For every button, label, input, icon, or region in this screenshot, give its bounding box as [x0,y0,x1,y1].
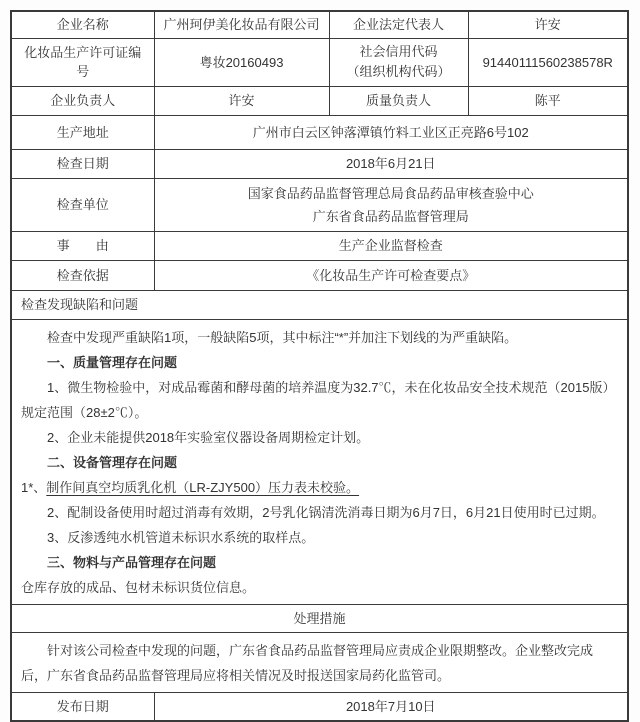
principal-label: 企业负责人 [11,86,154,115]
credit-code-label-line1: 社会信用代码 [359,44,438,59]
findings-intro: 检查中发现严重缺陷1项，一般缺陷5项，其中标注“*”并加注下划线的为严重缺陷。 [47,329,518,345]
credit-code-label [329,38,468,86]
measures-section-title: 处理措施 [11,604,628,632]
row-findings-header [11,290,628,319]
row-measures-header [11,604,628,632]
findings-cat1-item2: 2、企业未能提供2018年实验室仪器设备周期检定计划。 [47,429,370,445]
basis-value: 《化妆品生产许可检查要点》 [154,260,628,290]
license-value: 粤妆20160493 [154,38,329,86]
row-inspection-unit [11,178,628,231]
row-findings-body [11,319,628,604]
findings-cat2-item3: 3、反渗透纯水机管道未标识水系统的取样点。 [47,529,315,545]
inspection-unit-line2: 广东省食品药品监督管理局 [312,208,469,224]
address-value: 广州市白云区钟落潭镇竹料工业区正亮路6号102 [154,115,628,149]
findings-body [11,319,628,604]
credit-code-value: 91440111560238578R [468,38,628,86]
quality-label: 质量负责人 [329,86,468,115]
findings-section-title: 检查发现缺陷和问题 [11,290,628,319]
measures-body [11,632,628,692]
quality-value: 陈平 [468,86,628,115]
row-company-name [11,11,628,38]
row-inspection-date [11,149,628,178]
inspection-date-value: 2018年6月21日 [154,149,628,178]
release-date-value: 2018年7月10日 [154,692,628,721]
measures-text: 针对该公司检查中发现的问题，广东省食品药品监督管理局应责成企业限期整改。企业整改完成后，广东省食品药品监督管理局应将相关情况及时报送国家局药化监管司。 [21,642,594,683]
findings-cat2-item1-underlined-text: 制作间真空均质乳化机（LR-ZJY500）压力表未校验。 [46,479,360,495]
release-date-label: 发布日期 [11,692,154,721]
principal-value: 许安 [154,86,329,115]
address-label: 生产地址 [11,115,154,149]
findings-cat2-item2: 2、配制设备使用时超过消毒有效期，2号乳化锅清洗消毒日期为6月7日，6月21日使用时已过期。 [47,504,605,520]
license-label: 化妆品生产许可证编号 [11,38,154,86]
inspection-report-table [10,10,629,722]
row-principal [11,86,628,115]
inspection-date-label: 检查日期 [11,149,154,178]
row-release-date [11,692,628,721]
findings-cat2-item1-prefix: 1*、 [21,479,47,495]
inspection-unit-line1: 国家食品药品监督管理总局食品药品审核查验中心 [247,185,534,201]
findings-cat1-item1: 1、微生物检验中，对成品霉菌和酵母菌的培养温度为32.7℃，未在化妆品安全技术规范（2015版）规定范围（28±2℃）。 [21,379,616,420]
reason-label: 事 由 [11,231,154,260]
findings-category-1-title: 一、质量管理存在问题 [47,354,178,370]
basis-label: 检查依据 [11,260,154,290]
reason-value: 生产企业监督检查 [154,231,628,260]
legal-rep-value: 许安 [468,11,628,38]
findings-cat2-item1 [21,475,618,500]
row-license [11,38,628,86]
inspection-unit-label: 检查单位 [11,178,154,231]
findings-category-3-title: 三、物料与产品管理存在问题 [47,554,217,570]
findings-category-2-title: 二、设备管理存在问题 [47,454,178,470]
company-name-value: 广州珂伊美化妆品有限公司 [154,11,329,38]
company-name-label: 企业名称 [11,11,154,38]
row-reason [11,231,628,260]
row-address [11,115,628,149]
inspection-unit-value [154,178,628,231]
credit-code-label-line2: （组织机构代码） [346,64,451,79]
findings-cat3-item1: 仓库存放的成品、包材未标识货位信息。 [21,579,256,595]
legal-rep-label: 企业法定代表人 [329,11,468,38]
row-basis [11,260,628,290]
row-measures-body [11,632,628,692]
